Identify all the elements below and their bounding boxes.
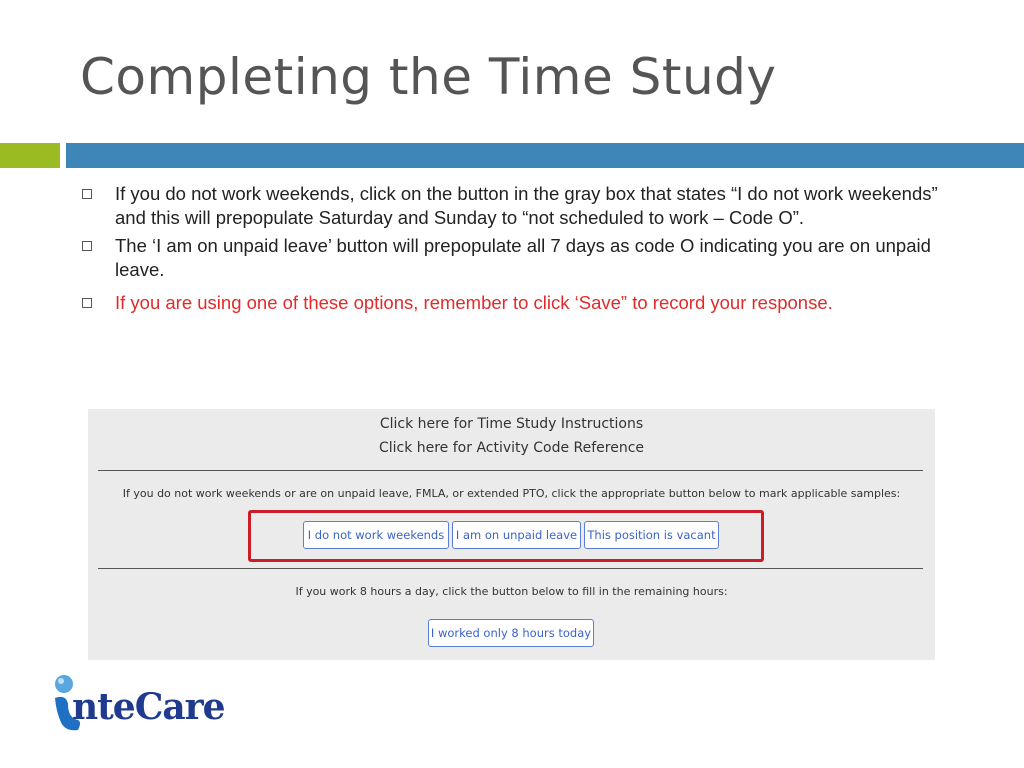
bullet-list xyxy=(80,182,965,320)
unpaid-leave-button[interactable]: I am on unpaid leave xyxy=(452,521,581,549)
activity-code-link[interactable]: Click here for Activity Code Reference xyxy=(378,440,645,456)
weekend-note: If you do not work weekends or are on unpaid leave, FMLA, or extended PTO, click the appropriate button below to mark applicable samples: xyxy=(122,487,901,500)
square-bullet-icon xyxy=(82,189,92,199)
divider xyxy=(98,470,923,471)
no-weekends-button[interactable]: I do not work weekends xyxy=(303,521,449,549)
time-study-screenshot xyxy=(88,409,935,660)
worked-8-hours-button[interactable]: I worked only 8 hours today xyxy=(428,619,594,647)
bullet-text: The ‘I am on unpaid leave’ button will prepopulate all 7 days as code O indicating you are on unpaid leave. xyxy=(115,235,931,280)
bullet-item-emphasis xyxy=(80,291,965,315)
square-bullet-icon xyxy=(82,241,92,251)
bullet-item xyxy=(80,234,965,281)
instructions-link[interactable]: Click here for Time Study Instructions xyxy=(379,416,644,432)
position-vacant-button[interactable]: This position is vacant xyxy=(584,521,719,549)
slide-title: Completing the Time Study xyxy=(80,48,777,106)
divider xyxy=(98,568,923,569)
logo-text: nteCare xyxy=(72,686,225,728)
bullet-text: If you are using one of these options, remember to click ‘Save” to record your response. xyxy=(115,292,833,313)
hours-note: If you work 8 hours a day, click the button below to fill in the remaining hours: xyxy=(295,585,728,598)
bullet-item xyxy=(80,182,965,229)
square-bullet-icon xyxy=(82,298,92,308)
intecare-logo xyxy=(52,674,225,736)
bullet-text: If you do not work weekends, click on the button in the gray box that states “I do not work weekends” and this will prepopulate Saturday and Sunday to “not scheduled to work – Code O”. xyxy=(115,183,938,228)
accent-bar-green xyxy=(0,143,60,168)
accent-bar-blue xyxy=(66,143,1024,168)
